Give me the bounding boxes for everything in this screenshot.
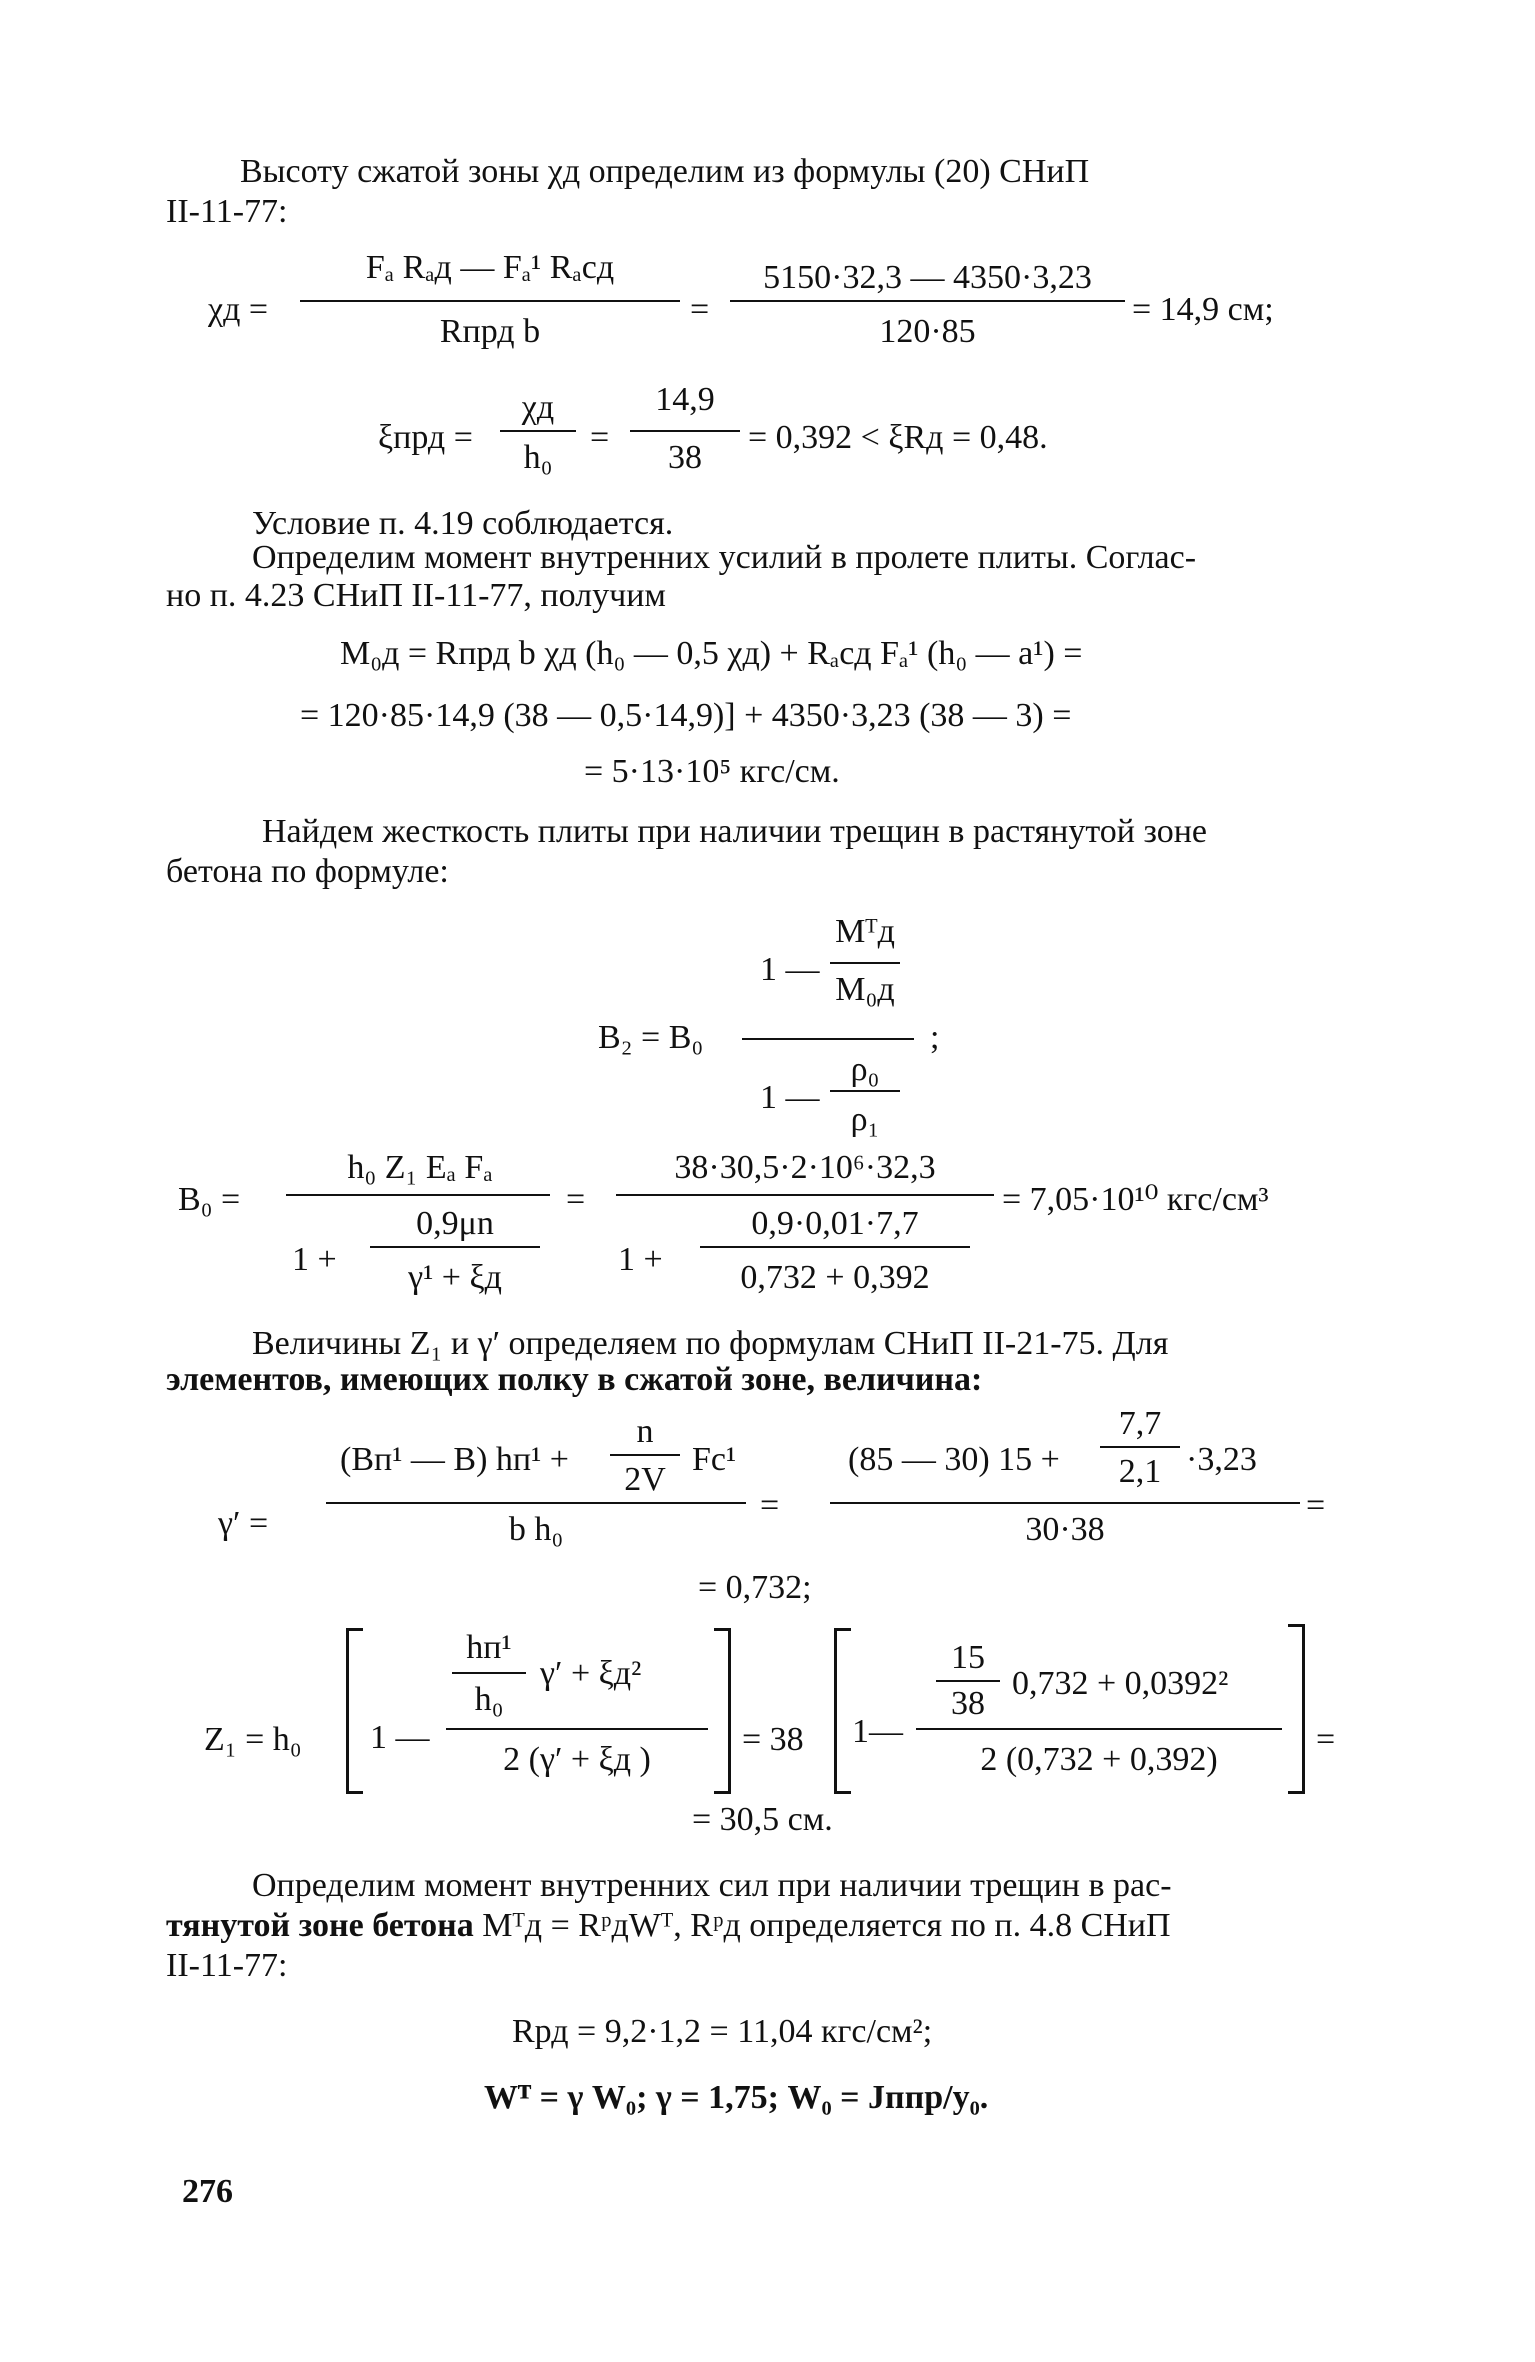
fraction-bar [446, 1728, 708, 1730]
fraction-bar [936, 1680, 1000, 1682]
fraction-bar [370, 1246, 540, 1248]
formula-line: Wᵀ = γ W₀; γ = 1,75; W₀ = Jппр/y₀. [484, 2079, 989, 2116]
right-bracket [714, 1628, 731, 1794]
formula-line: Rрд = 9,2·1,2 = 11,04 кгс/см²; [512, 2013, 933, 2050]
fraction-denominator: Rпрд b [439, 313, 541, 350]
formula-lhs: ξпрд = [378, 419, 473, 456]
fraction-denominator: 120·85 [879, 313, 976, 350]
fraction-numerator: 5150·32,3 — 4350·3,23 [763, 259, 1092, 296]
paragraph-line: Найдем жесткость плиты при наличии трещин в растянутой зоне [262, 813, 1207, 850]
formula-term: ·3,23 [1186, 1441, 1257, 1478]
fraction-denominator: h₀ [474, 1681, 504, 1718]
formula-lhs: χд = [208, 291, 269, 328]
fraction-denominator: γ¹ + ξд [408, 1259, 502, 1296]
formula-result: = 30,5 см. [692, 1801, 833, 1838]
fraction-denominator: 2 (γ′ + ξд ) [503, 1741, 651, 1778]
formula-lhs: Z₁ = h₀ [204, 1721, 302, 1758]
formula-line: M₀д = Rпрд b χд (h₀ — 0,5 χд) + Rₐсд Fₐ¹ (h₀ — a¹) = [340, 635, 1083, 672]
fraction-numerator: χд [521, 389, 555, 426]
paragraph-line: Определим момент внутренних сил при наличии трещин в рас- [252, 1867, 1172, 1904]
formula-term: (85 — 30) 15 + [848, 1441, 1060, 1478]
formula-lhs: B₀ = [178, 1181, 241, 1218]
fraction-bar [700, 1246, 970, 1248]
fraction-denominator: 2 (0,732 + 0,392) [980, 1741, 1218, 1778]
equals-sign: = [760, 1487, 780, 1524]
fraction-denominator: 30·38 [1025, 1511, 1105, 1548]
fraction-numerator: 0,9·0,01·7,7 [751, 1205, 919, 1242]
right-bracket [1288, 1624, 1305, 1794]
equals-sign: = [566, 1181, 586, 1218]
paragraph-line: II-11-77: [166, 1947, 288, 1984]
fraction-denominator: M₀д [835, 971, 895, 1008]
fraction-bar [630, 430, 740, 432]
equals-sign: = [590, 419, 610, 456]
paragraph-line: Определим момент внутренних усилий в пролете плиты. Соглас- [252, 539, 1197, 576]
equals-sign: = 38 [742, 1721, 804, 1758]
formula-result: = 14,9 см; [1132, 291, 1274, 328]
fraction-bar [610, 1454, 680, 1456]
formula-term: γ′ + ξд² [540, 1655, 642, 1692]
fraction-bar [500, 430, 576, 432]
formula-term: 1— [852, 1713, 903, 1750]
paragraph-line: Величины Z₁ и γ′ определяем по формулам СНиП II-21-75. Для [252, 1325, 1169, 1362]
fraction-bar [286, 1194, 550, 1196]
formula-line: = 5·13·10⁵ кгс/см. [584, 753, 840, 790]
left-bracket [346, 1628, 363, 1794]
formula-term: (Bп¹ — B) hп¹ + [340, 1441, 569, 1478]
fraction-denominator: 38 [668, 439, 702, 476]
formula-term: Fс¹ [692, 1441, 737, 1478]
left-bracket [834, 1628, 851, 1794]
formula-result: = 0,392 < ξRд = 0,48. [748, 419, 1048, 456]
fraction-numerator: Fₐ Rₐд — Fₐ¹ Rₐсд [365, 249, 615, 286]
fraction-denominator: h₀ [523, 439, 553, 476]
formula-term: 1 — [760, 951, 820, 988]
fraction-bar [1100, 1446, 1180, 1448]
equals-sign: = [690, 291, 710, 328]
paragraph-line: Высоту сжатой зоны χд определим из формулы (20) СНиП [240, 153, 1090, 190]
fraction-numerator: hп¹ [466, 1629, 512, 1666]
fraction-denominator: b h₀ [508, 1511, 564, 1548]
paragraph-line: но п. 4.23 СНиП II-11-77, получим [166, 577, 666, 614]
formula-punctuation: ; [930, 1019, 940, 1056]
equals-sign: = [1316, 1721, 1336, 1758]
fraction-numerator: ρ₀ [850, 1051, 880, 1088]
fraction-numerator: 14,9 [655, 381, 715, 418]
fraction-bar [452, 1672, 526, 1674]
paragraph-line: II-11-77: [166, 193, 288, 230]
fraction-bar [916, 1728, 1282, 1730]
fraction-denominator: 2V [624, 1461, 666, 1498]
paragraph-line: бетона по формуле: [166, 853, 449, 890]
fraction-numerator: h₀ Z₁ Eₐ Fₐ [347, 1149, 493, 1186]
fraction-numerator: 38·30,5·2·10⁶·32,3 [674, 1149, 936, 1186]
formula-term: 0,732 + 0,0392² [1012, 1665, 1229, 1702]
fraction-bar [830, 1502, 1300, 1504]
fraction-numerator: Mᵀд [835, 913, 895, 950]
formula-lhs: γ′ = [218, 1505, 269, 1542]
fraction-bar [830, 1090, 900, 1092]
fraction-denominator: 2,1 [1118, 1453, 1162, 1490]
formula-term: 1 — [760, 1079, 820, 1116]
fraction-denominator: 0,732 + 0,392 [740, 1259, 930, 1296]
page-number: 276 [182, 2173, 233, 2210]
fraction-numerator: 0,9μn [416, 1205, 494, 1242]
fraction-bar [742, 1038, 914, 1040]
fraction-denominator: ρ₁ [850, 1101, 880, 1138]
fraction-numerator: 15 [951, 1639, 985, 1676]
fraction-denominator: 38 [951, 1685, 985, 1722]
formula-result: = 0,732; [698, 1569, 812, 1606]
paragraph-text: тянутой зоне бетона [166, 1907, 474, 1944]
formula-lhs: B₂ = B₀ [598, 1019, 704, 1056]
paragraph-text: Mᵀд = RᵖдWᵀ, Rᵖд определяется по п. 4.8 СНиП [482, 1907, 1171, 1944]
equals-sign: = [1306, 1487, 1326, 1524]
formula-line: = 120·85·14,9 (38 — 0,5·14,9)] + 4350·3,23 (38 — 3) = [300, 697, 1072, 734]
paragraph-line: элементов, имеющих полку в сжатой зоне, величина: [166, 1361, 983, 1398]
paragraph-line [166, 1906, 1171, 1946]
formula-result: = 7,05·10¹⁰ кгс/см³ [1002, 1181, 1269, 1218]
fraction-bar [326, 1502, 746, 1504]
fraction-numerator: n [636, 1413, 654, 1450]
fraction-bar [300, 300, 680, 302]
fraction-bar [730, 300, 1125, 302]
fraction-bar [830, 962, 900, 964]
formula-term: 1 + [618, 1241, 663, 1278]
fraction-bar [616, 1194, 994, 1196]
formula-term: 1 — [370, 1719, 430, 1756]
paragraph-line: Условие п. 4.19 соблюдается. [252, 505, 674, 542]
fraction-numerator: 7,7 [1118, 1405, 1162, 1442]
formula-term: 1 + [292, 1241, 337, 1278]
